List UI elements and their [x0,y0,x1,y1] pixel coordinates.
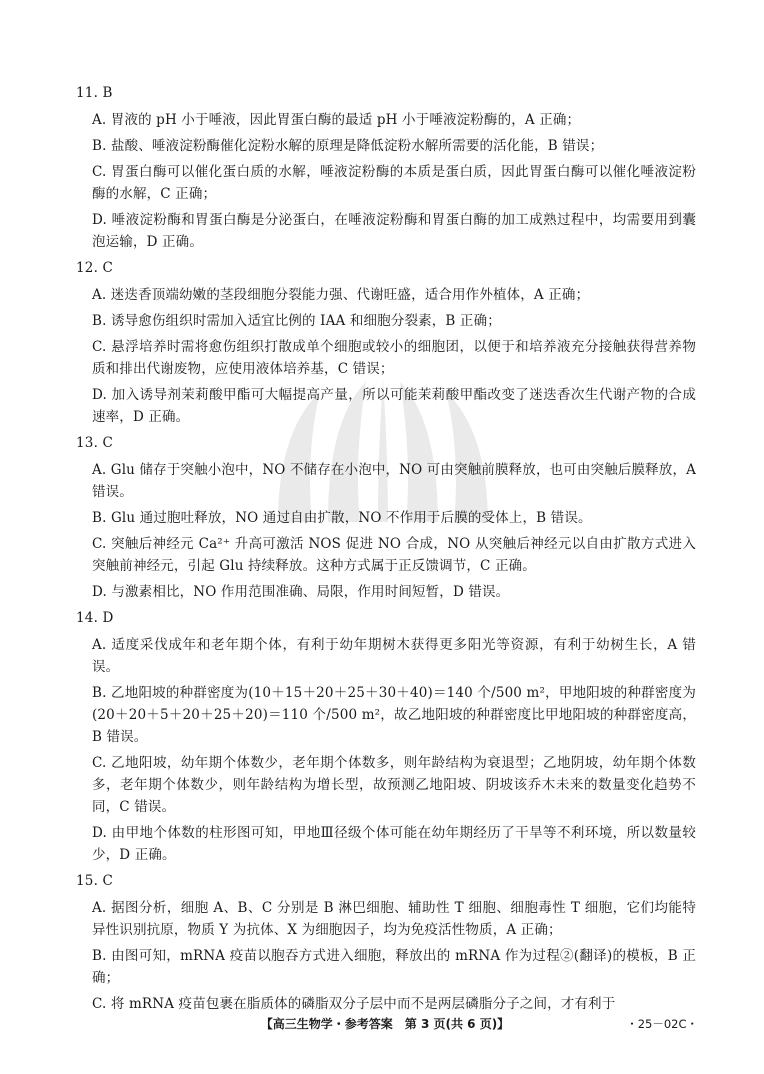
answer-explanation: B. 乙地阳坡的种群密度为(10＋15＋20＋25＋30＋40)＝140 个/500 m²，甲地阳坡的种群密度为(20＋20＋5＋20＋25＋20)＝110 个/500 m²，故乙地阳坡的种群密度比甲地阳坡的种群密度高，B 错误。 [92,685,696,745]
answer-explanation: D. 唾液淀粉酶和胃蛋白酶是分泌蛋白，在唾液淀粉酶和胃蛋白酶的加工成熟过程中，均需要用到囊泡运输，D 正确。 [92,212,696,250]
question-number: 12. C [76,260,114,276]
answer-explanation: A. Glu 储存于突触小泡中，NO 不储存在小泡中，NO 可由突触前膜释放，也可由突触后膜释放，A 错误。 [92,462,697,500]
answer-content [76,82,696,1015]
question-number: 11. B [76,85,113,101]
answer-explanation: C. 胃蛋白酶可以催化蛋白质的水解，唾液淀粉酶的本质是蛋白质，因此胃蛋白酶可以催化唾液淀粉酶的水解，C 正确； [92,164,696,202]
question-number: 15. C [76,873,114,889]
answer-explanation: C. 突触后神经元 Ca²⁺ 升高可激活 NOS 促进 NO 合成，NO 从突触后神经元以自由扩散方式进入突触前神经元，引起 Glu 持续释放。这种方式属于正反馈调节，C 正确。 [92,536,696,574]
answer-explanation: C. 乙地阳坡，幼年期个体数少，老年期个体数多，则年龄结构为衰退型；乙地阴坡，幼年期个体数多，老年期个体数少，则年龄结构为增长型，故预测乙地阳坡、阴坡该乔木未来的数量变化趋势不同，C 错误。 [92,755,696,815]
page-footer [0,1014,764,1034]
question-number: 14. D [76,610,114,626]
answer-explanation: A. 胃液的 pH 小于唾液，因此胃蛋白酶的最适 pH 小于唾液淀粉酶的，A 正确； [92,112,581,128]
footer-code: ・25－02C・ [626,1017,698,1031]
answer-explanation: B. 盐酸、唾液淀粉酶催化淀粉水解的原理是降低淀粉水解所需要的活化能，B 错误； [92,138,604,154]
answer-explanation: A. 据图分析，细胞 A、B、C 分别是 B 淋巴细胞、辅助性 T 细胞、细胞毒性 T 细胞，它们均能特异性识别抗原，物质 Y 为抗体、X 为细胞因子，均为免疫活性物质，A 正确； [92,900,696,938]
answer-explanation: B. 诱导愈伤组织时需加入适宜比例的 IAA 和细胞分裂素，B 正确； [92,313,501,329]
footer-page-info: 【高三生物学・参考答案 第 3 页(共 6 页)】 [260,1017,510,1031]
answer-explanation: B. 由图可知，mRNA 疫苗以胞吞方式进入细胞，释放出的 mRNA 作为过程②(翻译)的模板，B 正确； [92,948,696,986]
answer-explanation: D. 与激素相比，NO 作用范围准确、局限，作用时间短暂，D 错误。 [92,584,510,600]
question-number: 13. C [76,435,114,451]
answer-explanation: C. 将 mRNA 疫苗包裹在脂质体的磷脂双分子层中而不是两层磷脂分子之间，才有利于 [92,996,616,1012]
answer-explanation: A. 迷迭香顶端幼嫩的茎段细胞分裂能力强、代谢旺盛，适合用作外植体，A 正确； [92,287,590,303]
answer-explanation: D. 由甲地个体数的柱形图可知，甲地Ⅲ径级个体可能在幼年期经历了干旱等不利环境，所以数量较少，D 正确。 [92,825,696,863]
answer-explanation: A. 适度采伐成年和老年期个体，有利于幼年期树木获得更多阳光等资源，有利于幼树生长，A 错误。 [92,637,696,675]
answer-explanation: B. Glu 通过胞吐释放，NO 通过自由扩散，NO 不作用于后膜的受体上，B 错误。 [92,510,592,526]
answer-explanation: D. 加入诱导剂茉莉酸甲酯可大幅提高产量，所以可能茉莉酸甲酯改变了迷迭香次生代谢产物的合成速率，D 正确。 [92,387,696,425]
answer-explanation: C. 悬浮培养时需将愈伤组织打散成单个细胞或较小的细胞团，以便于和培养液充分接触获得营养物质和排出代谢废物，应使用液体培养基，C 错误； [92,339,696,377]
